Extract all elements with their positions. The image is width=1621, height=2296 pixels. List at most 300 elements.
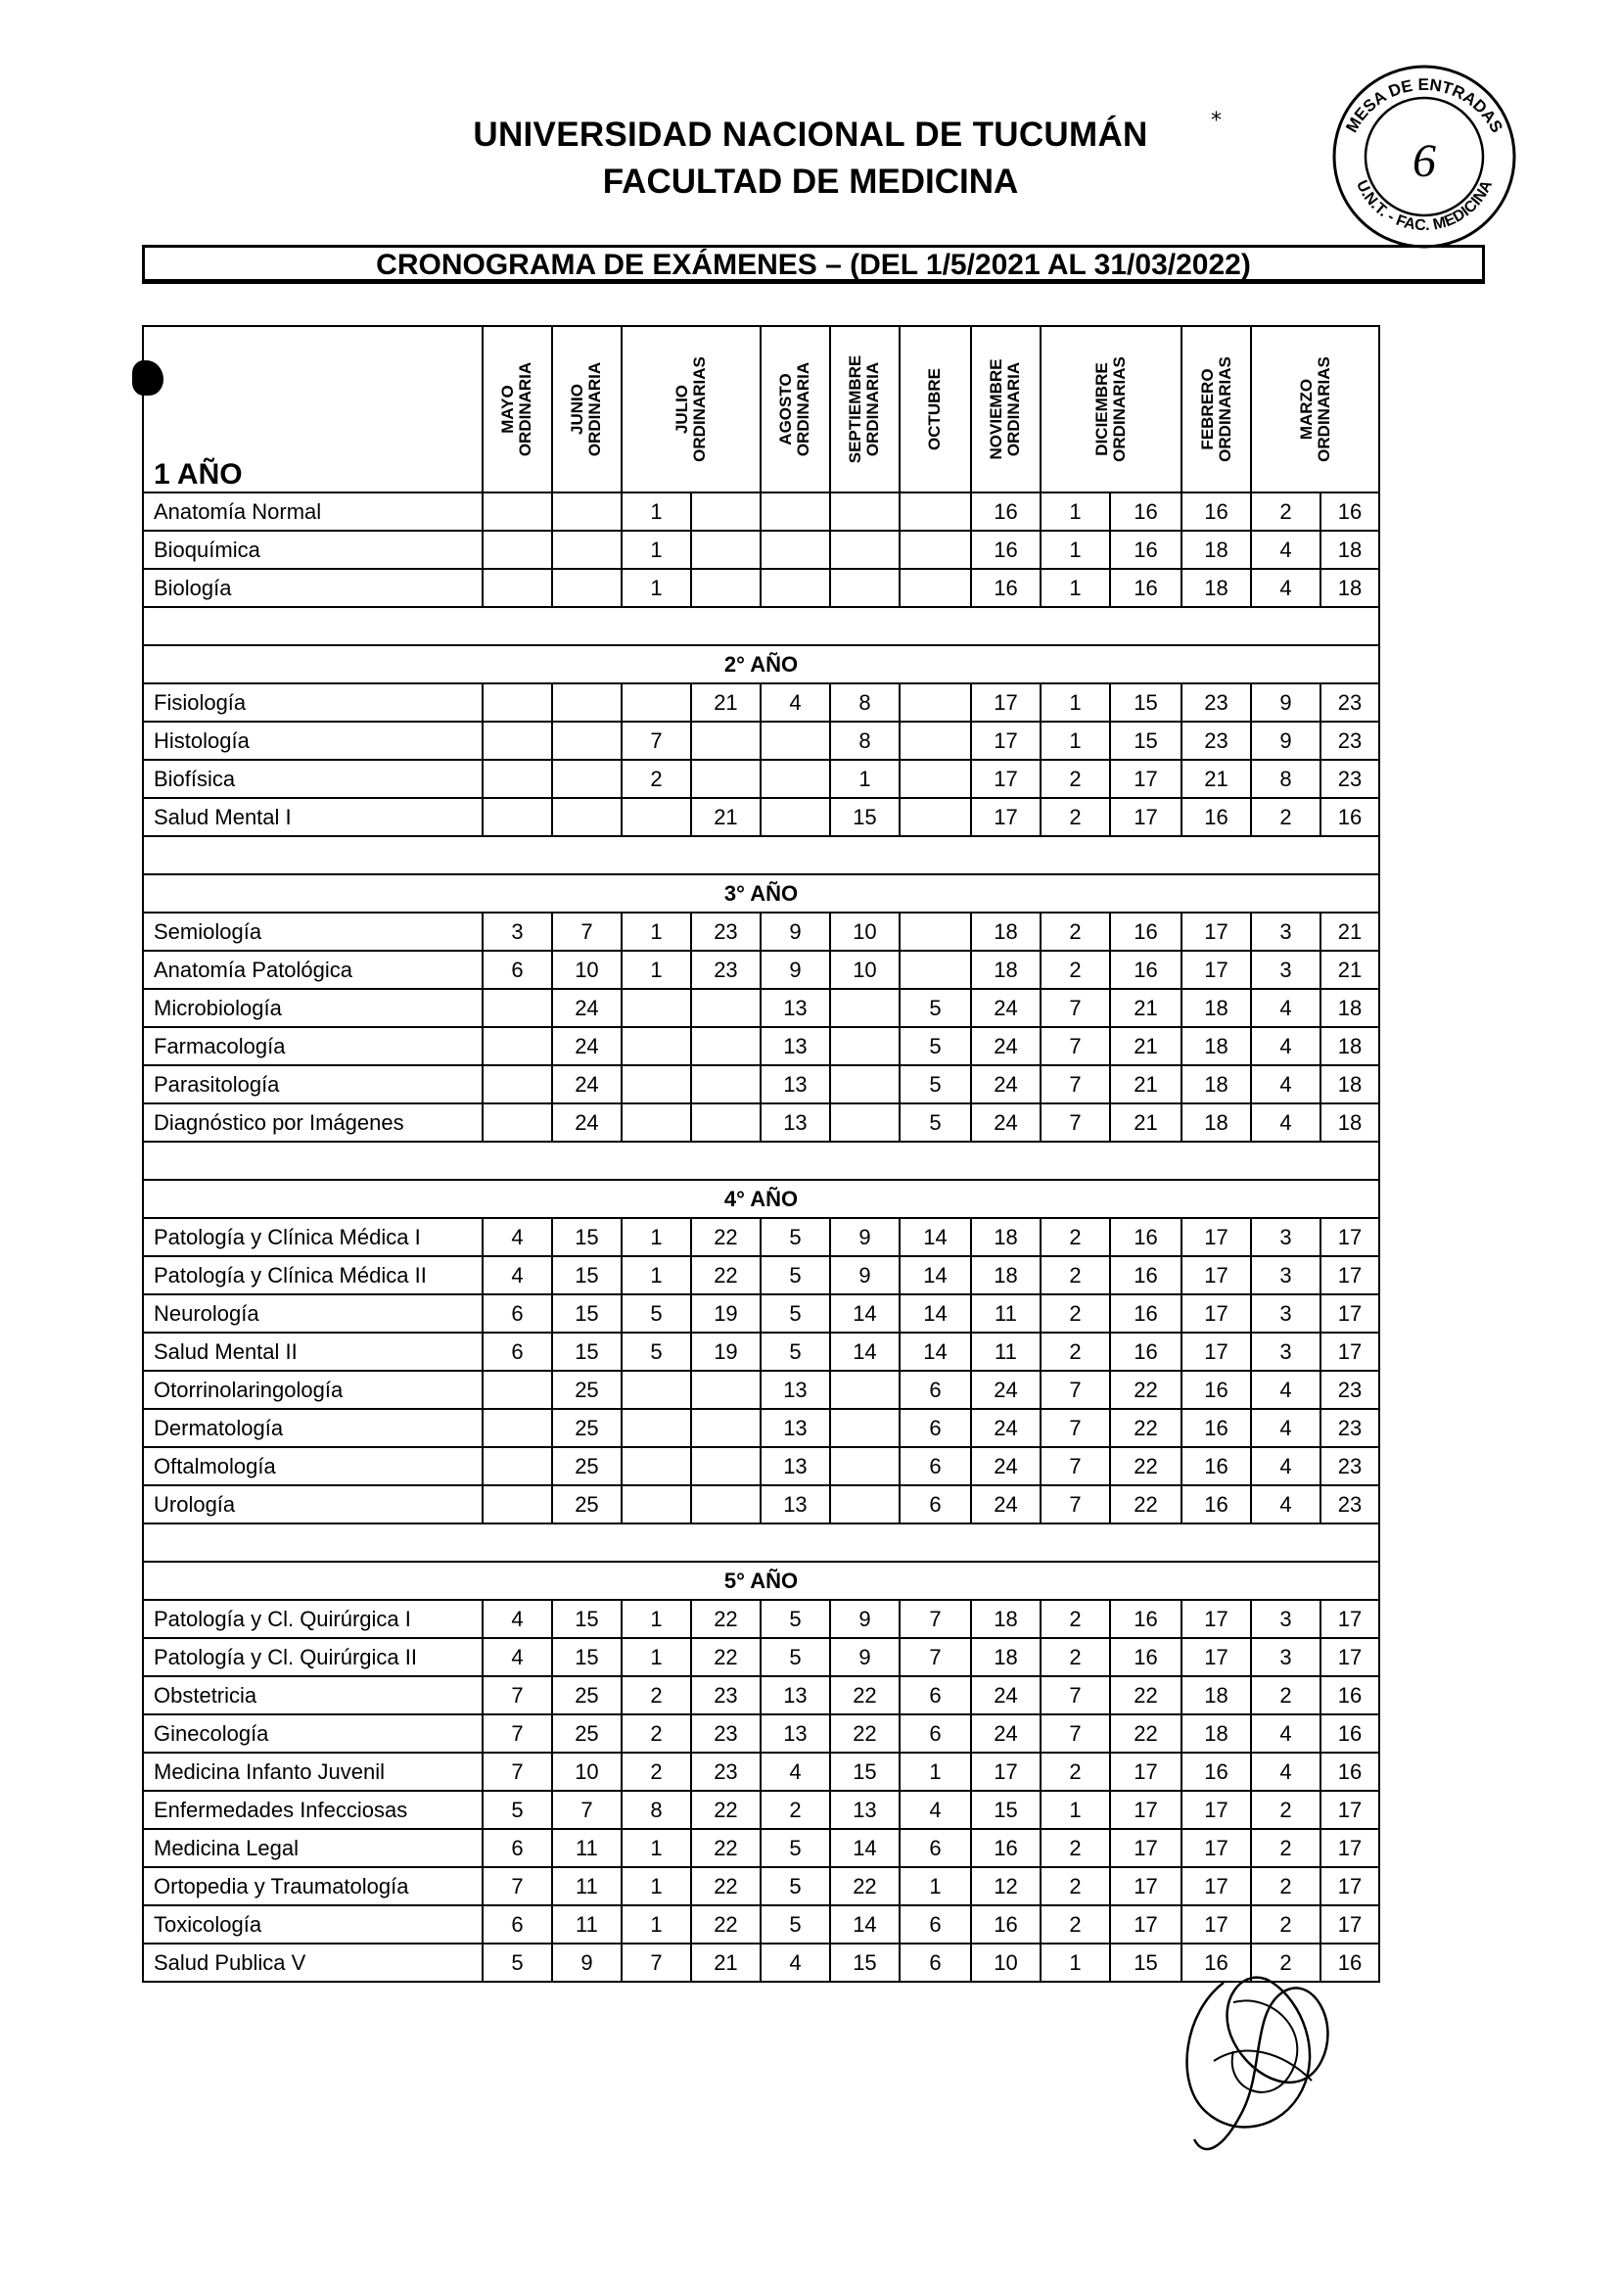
exam-date-cell: 24 <box>552 1065 622 1103</box>
exam-date-cell: 18 <box>1181 569 1251 607</box>
exam-date-cell <box>761 569 830 607</box>
exam-date-cell: 25 <box>552 1485 622 1523</box>
exam-date-cell: 25 <box>552 1676 622 1714</box>
exam-date-cell <box>830 1027 900 1065</box>
subject-row <box>143 1485 1379 1523</box>
exam-date-cell: 22 <box>691 1638 761 1676</box>
exam-date-cell: 6 <box>483 1333 552 1371</box>
exam-date-cell: 1 <box>1041 531 1110 569</box>
exam-date-cell: 15 <box>552 1218 622 1256</box>
exam-date-cell <box>483 798 552 836</box>
exam-date-cell: 16 <box>971 569 1041 607</box>
exam-date-cell: 25 <box>552 1371 622 1409</box>
exam-date-cell: 11 <box>552 1829 622 1867</box>
exam-date-cell: 23 <box>1320 1371 1379 1409</box>
exam-date-cell: 6 <box>900 1371 971 1409</box>
exam-date-cell: 21 <box>691 683 761 722</box>
exam-date-cell: 5 <box>761 1867 830 1905</box>
exam-date-cell: 14 <box>900 1218 971 1256</box>
exam-date-cell: 4 <box>761 683 830 722</box>
section-gap <box>143 836 1379 874</box>
exam-date-cell: 22 <box>830 1867 900 1905</box>
exam-date-cell: 1 <box>900 1753 971 1791</box>
exam-date-cell: 23 <box>691 913 761 951</box>
exam-date-cell: 16 <box>1110 569 1181 607</box>
subject-name: Enfermedades Infecciosas <box>143 1791 483 1829</box>
exam-date-cell <box>691 1371 761 1409</box>
exam-date-cell: 17 <box>1320 1333 1379 1371</box>
exam-date-cell: 9 <box>761 951 830 989</box>
exam-date-cell: 11 <box>552 1905 622 1944</box>
exam-date-cell: 23 <box>1320 760 1379 798</box>
exam-date-cell <box>691 1485 761 1523</box>
exam-date-cell: 25 <box>552 1409 622 1447</box>
exam-date-cell: 17 <box>1181 1256 1251 1294</box>
exam-date-cell: 15 <box>971 1791 1041 1829</box>
exam-date-cell: 2 <box>1041 1294 1110 1333</box>
exam-date-cell: 7 <box>900 1600 971 1638</box>
subject-row <box>143 492 1379 531</box>
exam-date-cell: 16 <box>1320 798 1379 836</box>
exam-date-cell <box>900 683 971 722</box>
month-header-label: OCTUBRE <box>925 367 945 451</box>
exam-date-cell: 16 <box>1110 913 1181 951</box>
exam-date-cell: 23 <box>691 1753 761 1791</box>
exam-date-cell: 17 <box>1320 1294 1379 1333</box>
exam-date-cell <box>900 913 971 951</box>
subject-name: Patología y Cl. Quirúrgica I <box>143 1600 483 1638</box>
exam-date-cell: 4 <box>761 1753 830 1791</box>
exam-date-cell: 13 <box>761 1485 830 1523</box>
exam-date-cell <box>691 1409 761 1447</box>
exam-date-cell: 4 <box>1251 989 1320 1027</box>
subject-name: Neurología <box>143 1294 483 1333</box>
exam-date-cell: 2 <box>622 1753 691 1791</box>
year-heading-row <box>143 645 1379 683</box>
exam-date-cell: 23 <box>1320 1447 1379 1485</box>
exam-date-cell: 18 <box>1181 1714 1251 1753</box>
exam-date-cell: 17 <box>1320 1791 1379 1829</box>
exam-date-cell: 3 <box>1251 1256 1320 1294</box>
exam-date-cell: 17 <box>971 760 1041 798</box>
exam-date-cell <box>483 492 552 531</box>
exam-date-cell: 2 <box>1041 760 1110 798</box>
exam-date-cell <box>622 683 691 722</box>
exam-date-cell: 4 <box>1251 1103 1320 1142</box>
exam-date-cell: 2 <box>1041 1600 1110 1638</box>
exam-date-cell: 10 <box>971 1944 1041 1982</box>
exam-date-cell: 12 <box>971 1867 1041 1905</box>
exam-date-cell: 7 <box>552 913 622 951</box>
exam-date-cell: 21 <box>1110 989 1181 1027</box>
exam-date-cell: 13 <box>761 1027 830 1065</box>
exam-date-cell: 17 <box>1181 951 1251 989</box>
subject-name: Ginecología <box>143 1714 483 1753</box>
exam-date-cell: 4 <box>483 1256 552 1294</box>
stamp-bottom-text: U.N.T. - FAC. MEDICINA <box>1352 177 1497 235</box>
exam-date-cell: 7 <box>1041 1027 1110 1065</box>
exam-date-cell: 17 <box>1110 1867 1181 1905</box>
exam-date-cell: 18 <box>1181 989 1251 1027</box>
exam-date-cell: 16 <box>1181 1447 1251 1485</box>
exam-date-cell: 17 <box>1110 1829 1181 1867</box>
exam-date-cell: 9 <box>830 1638 900 1676</box>
exam-date-cell: 4 <box>1251 1065 1320 1103</box>
exam-date-cell: 23 <box>691 1714 761 1753</box>
exam-date-cell: 14 <box>900 1294 971 1333</box>
exam-date-cell: 18 <box>1181 1027 1251 1065</box>
exam-date-cell: 2 <box>1041 951 1110 989</box>
exam-date-cell: 2 <box>1251 1867 1320 1905</box>
exam-date-cell <box>622 989 691 1027</box>
exam-date-cell: 22 <box>1110 1485 1181 1523</box>
exam-date-cell: 24 <box>971 1676 1041 1714</box>
subject-row <box>143 1867 1379 1905</box>
exam-date-cell: 2 <box>761 1791 830 1829</box>
exam-date-cell: 3 <box>1251 1333 1320 1371</box>
subject-name: Dermatología <box>143 1409 483 1447</box>
exam-date-cell: 9 <box>1251 722 1320 760</box>
exam-date-cell: 4 <box>1251 1371 1320 1409</box>
exam-date-cell <box>900 531 971 569</box>
month-header-label: DICIEMBRE ORDINARIAS <box>1091 356 1129 462</box>
exam-date-cell: 1 <box>1041 1791 1110 1829</box>
exam-date-cell: 22 <box>691 1600 761 1638</box>
exam-date-cell: 4 <box>1251 1714 1320 1753</box>
exam-date-cell: 1 <box>900 1867 971 1905</box>
exam-date-cell: 7 <box>1041 1371 1110 1409</box>
exam-date-cell: 17 <box>1320 1829 1379 1867</box>
exam-date-cell: 3 <box>1251 1638 1320 1676</box>
exam-date-cell: 13 <box>761 1103 830 1142</box>
month-header-label: SEPTIEMBRE ORDINARIA <box>846 354 883 464</box>
exam-date-cell: 18 <box>971 1600 1041 1638</box>
exam-date-cell: 7 <box>1041 1485 1110 1523</box>
exam-date-cell: 24 <box>971 1485 1041 1523</box>
exam-date-cell: 17 <box>1181 1867 1251 1905</box>
subject-name: Obstetricia <box>143 1676 483 1714</box>
exam-date-cell: 17 <box>1320 1905 1379 1944</box>
exam-date-cell: 2 <box>1041 798 1110 836</box>
exam-date-cell: 2 <box>1041 1218 1110 1256</box>
exam-date-cell: 23 <box>1320 1409 1379 1447</box>
exam-date-cell: 22 <box>691 1867 761 1905</box>
exam-date-cell: 22 <box>1110 1676 1181 1714</box>
subject-name: Diagnóstico por Imágenes <box>143 1103 483 1142</box>
exam-date-cell: 2 <box>1041 1867 1110 1905</box>
exam-date-cell: 18 <box>1181 1065 1251 1103</box>
exam-date-cell <box>483 1027 552 1065</box>
year-heading-row <box>143 1180 1379 1218</box>
month-header-label: JULIO ORDINARIAS <box>672 356 709 462</box>
exam-date-cell: 8 <box>830 722 900 760</box>
exam-date-cell: 14 <box>900 1256 971 1294</box>
exam-date-cell: 4 <box>1251 1409 1320 1447</box>
section-gap <box>143 1142 1379 1180</box>
exam-date-cell <box>691 1027 761 1065</box>
subject-row <box>143 913 1379 951</box>
exam-date-cell: 5 <box>761 1638 830 1676</box>
subject-row <box>143 531 1379 569</box>
exam-date-cell: 16 <box>1320 1714 1379 1753</box>
exam-date-cell: 5 <box>761 1333 830 1371</box>
exam-date-cell: 1 <box>1041 683 1110 722</box>
exam-date-cell: 17 <box>1181 1333 1251 1371</box>
exam-date-cell: 1 <box>622 569 691 607</box>
exam-date-cell: 23 <box>1320 1485 1379 1523</box>
exam-date-cell: 18 <box>1320 1065 1379 1103</box>
exam-date-cell: 3 <box>1251 951 1320 989</box>
exam-date-cell: 5 <box>900 989 971 1027</box>
exam-date-cell: 6 <box>900 1905 971 1944</box>
exam-date-cell: 17 <box>1110 798 1181 836</box>
exam-date-cell: 7 <box>483 1714 552 1753</box>
exam-date-cell: 2 <box>1041 1638 1110 1676</box>
exam-date-cell: 13 <box>830 1791 900 1829</box>
subject-name: Medicina Infanto Juvenil <box>143 1753 483 1791</box>
exam-date-cell: 6 <box>900 1485 971 1523</box>
exam-date-cell: 5 <box>622 1333 691 1371</box>
exam-date-cell: 24 <box>971 1409 1041 1447</box>
exam-date-cell <box>900 722 971 760</box>
subject-row <box>143 1218 1379 1256</box>
exam-date-cell: 5 <box>761 1294 830 1333</box>
exam-date-cell: 9 <box>830 1600 900 1638</box>
exam-date-cell: 19 <box>691 1294 761 1333</box>
exam-date-cell: 18 <box>971 951 1041 989</box>
exam-date-cell: 2 <box>622 1714 691 1753</box>
exam-date-cell: 21 <box>691 798 761 836</box>
subject-name: Salud Mental II <box>143 1333 483 1371</box>
exam-date-cell: 18 <box>971 913 1041 951</box>
exam-date-cell: 14 <box>830 1333 900 1371</box>
exam-date-cell: 23 <box>1320 683 1379 722</box>
subject-row <box>143 1256 1379 1294</box>
exam-date-cell <box>691 760 761 798</box>
subject-name: Patología y Cl. Quirúrgica II <box>143 1638 483 1676</box>
exam-date-cell: 16 <box>1181 1371 1251 1409</box>
subject-row <box>143 760 1379 798</box>
month-header <box>483 326 552 492</box>
exam-date-cell: 25 <box>552 1714 622 1753</box>
exam-date-cell: 17 <box>1181 1600 1251 1638</box>
exam-date-cell: 1 <box>622 1829 691 1867</box>
exam-date-cell <box>761 798 830 836</box>
exam-date-cell: 17 <box>1110 1791 1181 1829</box>
ink-mark: ⁎ <box>1211 101 1222 125</box>
exam-date-cell: 2 <box>1251 798 1320 836</box>
exam-date-cell <box>622 1409 691 1447</box>
exam-date-cell: 2 <box>1251 1829 1320 1867</box>
exam-date-cell: 13 <box>761 1409 830 1447</box>
exam-date-cell: 6 <box>900 1714 971 1753</box>
exam-date-cell: 22 <box>691 1791 761 1829</box>
exam-date-cell: 22 <box>1110 1409 1181 1447</box>
exam-date-cell: 17 <box>1110 1905 1181 1944</box>
exam-date-cell: 24 <box>552 1027 622 1065</box>
subject-row <box>143 1753 1379 1791</box>
exam-date-cell: 7 <box>622 722 691 760</box>
exam-date-cell <box>691 1103 761 1142</box>
exam-date-cell <box>830 1371 900 1409</box>
exam-date-cell: 10 <box>552 1753 622 1791</box>
exam-date-cell: 7 <box>900 1638 971 1676</box>
subject-row <box>143 722 1379 760</box>
exam-date-cell: 9 <box>1251 683 1320 722</box>
exam-date-cell <box>900 798 971 836</box>
exam-date-cell: 15 <box>1110 1944 1181 1982</box>
exam-date-cell: 7 <box>1041 1714 1110 1753</box>
subject-name: Semiología <box>143 913 483 951</box>
exam-date-cell: 18 <box>971 1256 1041 1294</box>
subject-row <box>143 1294 1379 1333</box>
subject-row <box>143 1600 1379 1638</box>
exam-date-cell: 23 <box>691 951 761 989</box>
exam-date-cell <box>483 989 552 1027</box>
exam-date-cell: 2 <box>1041 1256 1110 1294</box>
subject-row <box>143 1371 1379 1409</box>
exam-date-cell: 2 <box>622 1676 691 1714</box>
exam-date-cell: 18 <box>1320 1103 1379 1142</box>
exam-date-cell <box>483 569 552 607</box>
exam-date-cell: 2 <box>1041 1753 1110 1791</box>
exam-date-cell: 5 <box>900 1065 971 1103</box>
exam-date-cell: 1 <box>1041 569 1110 607</box>
subject-row <box>143 1905 1379 1944</box>
exam-date-cell: 17 <box>1181 1638 1251 1676</box>
subject-row <box>143 1027 1379 1065</box>
exam-date-cell: 5 <box>761 1829 830 1867</box>
exam-date-cell: 2 <box>622 760 691 798</box>
exam-date-cell: 4 <box>483 1600 552 1638</box>
exam-date-cell: 11 <box>552 1867 622 1905</box>
exam-date-cell: 15 <box>830 1944 900 1982</box>
exam-date-cell: 14 <box>830 1294 900 1333</box>
exam-date-cell: 15 <box>552 1600 622 1638</box>
exam-date-cell: 1 <box>622 1218 691 1256</box>
exam-date-cell: 22 <box>830 1714 900 1753</box>
svg-text:MESA DE ENTRADAS <box>1342 75 1506 136</box>
exam-date-cell <box>830 1447 900 1485</box>
exam-date-cell: 14 <box>830 1829 900 1867</box>
exam-date-cell: 4 <box>900 1791 971 1829</box>
exam-date-cell <box>483 1065 552 1103</box>
subject-name: Medicina Legal <box>143 1829 483 1867</box>
exam-date-cell <box>761 531 830 569</box>
exam-date-cell: 1 <box>622 951 691 989</box>
exam-date-cell <box>691 722 761 760</box>
stamp-number: 6 <box>1413 135 1436 187</box>
month-header <box>761 326 830 492</box>
exam-date-cell: 1 <box>622 531 691 569</box>
exam-date-cell: 3 <box>1251 1218 1320 1256</box>
exam-date-cell: 16 <box>1181 492 1251 531</box>
exam-date-cell: 16 <box>971 1829 1041 1867</box>
month-header-label: MARZO ORDINARIAS <box>1296 356 1333 462</box>
exam-date-cell: 3 <box>483 913 552 951</box>
exam-date-cell: 6 <box>900 1447 971 1485</box>
exam-date-cell <box>622 1485 691 1523</box>
subject-name: Histología <box>143 722 483 760</box>
exam-date-cell <box>483 722 552 760</box>
exam-schedule-table <box>142 325 1380 1983</box>
exam-date-cell: 6 <box>900 1829 971 1867</box>
exam-date-cell <box>483 1485 552 1523</box>
exam-date-cell: 14 <box>830 1905 900 1944</box>
exam-date-cell <box>691 531 761 569</box>
exam-date-cell: 15 <box>552 1638 622 1676</box>
subject-row <box>143 683 1379 722</box>
exam-date-cell: 5 <box>761 1256 830 1294</box>
faculty-name: FACULTAD DE MEDICINA <box>602 163 1019 201</box>
exam-date-cell: 16 <box>971 492 1041 531</box>
exam-date-cell: 18 <box>971 1638 1041 1676</box>
month-header <box>900 326 971 492</box>
exam-date-cell <box>483 1447 552 1485</box>
year-label: 4° AÑO <box>143 1180 1379 1218</box>
exam-date-cell: 13 <box>761 1714 830 1753</box>
exam-date-cell: 1 <box>622 1905 691 1944</box>
subject-name: Farmacología <box>143 1027 483 1065</box>
exam-date-cell: 17 <box>1181 1791 1251 1829</box>
exam-date-cell: 22 <box>691 1829 761 1867</box>
month-header-label: FEBRERO ORDINARIAS <box>1197 356 1234 462</box>
subject-row <box>143 1829 1379 1867</box>
exam-date-cell <box>622 1371 691 1409</box>
exam-date-cell: 1 <box>622 1867 691 1905</box>
month-header-label: NOVIEMBRE ORDINARIA <box>987 358 1024 460</box>
exam-date-cell: 22 <box>691 1905 761 1944</box>
exam-date-cell: 4 <box>483 1218 552 1256</box>
exam-date-cell: 15 <box>830 798 900 836</box>
exam-date-cell: 1 <box>622 1256 691 1294</box>
exam-date-cell: 7 <box>622 1944 691 1982</box>
exam-date-cell: 21 <box>1110 1065 1181 1103</box>
exam-date-cell <box>483 1371 552 1409</box>
exam-date-cell: 16 <box>1110 1600 1181 1638</box>
subject-row <box>143 1714 1379 1753</box>
exam-date-cell: 9 <box>552 1944 622 1982</box>
exam-date-cell: 15 <box>552 1333 622 1371</box>
month-header <box>552 326 622 492</box>
exam-date-cell: 4 <box>1251 1753 1320 1791</box>
exam-date-cell: 16 <box>1110 951 1181 989</box>
exam-date-cell: 16 <box>1110 1218 1181 1256</box>
subject-name: Patología y Clínica Médica I <box>143 1218 483 1256</box>
subject-row <box>143 1333 1379 1371</box>
exam-date-cell: 15 <box>830 1753 900 1791</box>
exam-date-cell: 17 <box>1110 1753 1181 1791</box>
exam-date-cell: 24 <box>971 1065 1041 1103</box>
exam-date-cell: 23 <box>1320 722 1379 760</box>
exam-date-cell: 4 <box>1251 1447 1320 1485</box>
exam-date-cell: 21 <box>691 1944 761 1982</box>
exam-date-cell: 16 <box>1320 1676 1379 1714</box>
exam-date-cell: 16 <box>971 1905 1041 1944</box>
subject-row <box>143 951 1379 989</box>
exam-date-cell: 16 <box>1110 1333 1181 1371</box>
exam-date-cell: 2 <box>1041 1333 1110 1371</box>
exam-date-cell: 4 <box>483 1638 552 1676</box>
exam-date-cell: 4 <box>1251 1485 1320 1523</box>
subject-name: Anatomía Normal <box>143 492 483 531</box>
exam-date-cell: 1 <box>1041 1944 1110 1982</box>
exam-date-cell: 18 <box>1181 1676 1251 1714</box>
exam-date-cell: 6 <box>900 1944 971 1982</box>
exam-date-cell: 4 <box>1251 1027 1320 1065</box>
exam-date-cell: 10 <box>830 951 900 989</box>
exam-date-cell: 4 <box>761 1944 830 1982</box>
